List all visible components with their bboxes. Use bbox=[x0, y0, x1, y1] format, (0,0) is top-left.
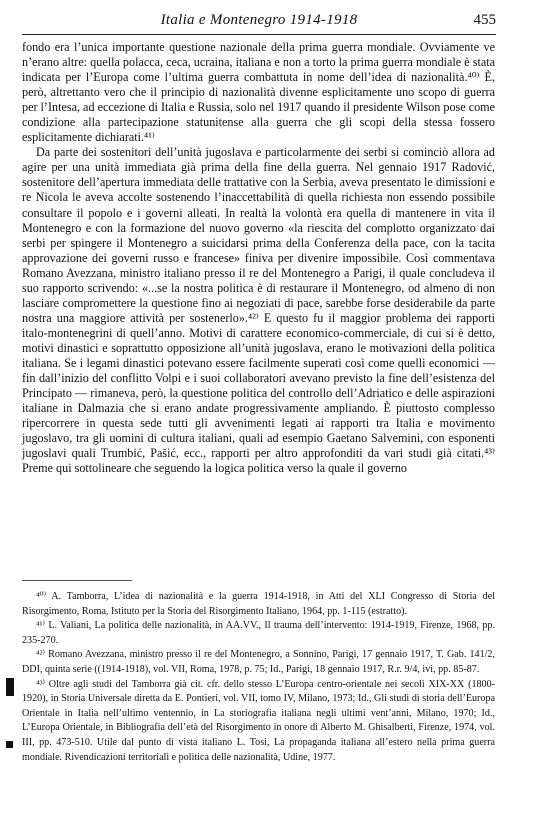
scan-mark bbox=[6, 678, 14, 696]
footnote-42: ⁴²⁾ Romano Avezzana, ministro presso il re del Montenegro, a Sonnino, Parigi, 17 gennaio 1917, T. Gab. 141/2, DDI, quinta serie ((1914-1918), vol. VII, Roma, 1978, p. 75; Id., Parigi, 18 gennaio 1917, R.r. 9/4, ivi, pp. 85-87. bbox=[22, 649, 495, 675]
paragraph: Da parte dei sostenitori dell’unità jugoslava e particolarmente dei serbi si cominciò allora ad agire per una unità immediata già prima della fine della guerra. Nel gennaio 1917 Radović, sostenitore dell’apertura immediata delle trattative con la Serbia, aveva presentato le dimissioni e re Nicola le aveva accolte sostenendo l’inaccettabilità di quella richiesta non essendo possibile consultare il popolo e i governi alleati. In realtà la volontà era quella di mantenere in vita il Montenegro e con la formazione del nuovo governo «la riescita del complotto organizzato dai serbi per spingere il Montenegro a suicidarsi prima della Conferenza della pace, con la tacita approvazione dei governi russo e francese» finiva per divenire impossibile. Così commentava Romano Avezzana, ministro italiano presso il re del Montenegro a Parigi, il quale concludeva il suo rapporto scrivendo: «...se la nostra politica è di restaurare il Montenegro, od almeno di non lasciare compromettere la questione fino ai negoziati di pace, sarebbe forse desiderabile da parte nostra una maggiore attività per sostenerlo».⁴²⁾ E questo fu il maggior problema dei rapporti italo-montenegrini di quell’anno. Motivi di carattere economico-commerciale, di cui si è detto, motivi dinastici e soprattutto opposizione all’unità jugoslava, erano le motivazioni della politica italiana. Se i legami dinastici potevano essere facilmente superati così come quelli economici — fin dall’inizio del conflitto Volpi e i suoi collaboratori avevano previsto la fine dell’esistenza del Principato — rimaneva, però, la questione politica del controllo dell’Adriatico e delle aspirazioni italiane in Dalmazia che si erano andate progressivamente ampliando. È piuttosto complesso ripercorrere in questa sede tutti gli avvenimenti legati ai rapporti tra Italia e movimento jugoslavo, tra gli uomini di cultura italiani, quali ad esempio Gaetano Salvemini, con esponenti jugoslavi quali Trumbić, Pašić, ecc., rapporti per altro approfonditi da vari studi già citati.⁴³⁾ Preme qui sottolineare che seguendo la logica politica verso la quale il governo bbox=[22, 145, 495, 476]
footnote-separator bbox=[22, 580, 132, 581]
body-text bbox=[22, 40, 495, 476]
page-number: 455 bbox=[473, 12, 496, 28]
scan-mark bbox=[6, 741, 13, 748]
running-title: Italia e Montenegro 1914-1918 bbox=[160, 12, 358, 28]
footnotes bbox=[22, 590, 495, 765]
page-header bbox=[22, 12, 496, 32]
header-rule bbox=[22, 34, 496, 35]
paragraph: fondo era l’unica importante questione nazionale della prima guerra mondiale. Ovviamente ve n’erano altre: quella polacca, ceca, ucraina, italiana e non a torto la prima guerra mondiale è stata indicata per l’Europa come l’ultima guerra combattuta in nome dell’idea di nazionalità.⁴⁰⁾ È, però, altrettanto vero che il principio di nazionalità divenne esplicitamente uno scopo di guerra per l’Intesa, ad eccezione di Italia e Russia, solo nel 1917 quando il presidente Wilson pose come condizione alla partecipazione statunitense alla guerra che gli scopi della stessa fossero esplicitamente dichiarati.⁴¹⁾ bbox=[22, 40, 495, 145]
footnote-41: ⁴¹⁾ L. Valiani, La politica delle nazionalità, in AA.VV., Il trauma dell’intervento: 1914-1919, Firenze, 1968, pp. 235-270. bbox=[22, 620, 495, 646]
footnote-43: ⁴³⁾ Oltre agli studi del Tamborra già cit. cfr. dello stesso L’Europa centro-orientale nei secoli XIX-XX (1800-1920), in Storia Universale diretta da E. Pontieri, vol. VII, tomo IV, Milano, 1973; Id., Gli studi di storia dell’Europa Orientale in Italia nell’ultimo ventennio, in La storiografia italiana negli ultimi vent’anni, Milano, 1970; Id., L’Europa Orientale, in Bibliografia dell’età del Risorgimento in onore di Alberto M. Ghisalberti, Firenze, 1974, vol. III, pp. 473-510. Utile dal punto di vista italiano L. Tosi, La propaganda italiana all’estero nella prima guerra mondiale. Rivendicazioni territoriali e politica delle nazionalità, Udine, 1977. bbox=[22, 678, 495, 763]
footnote-40: ⁴⁰⁾ A. Tamborra, L’idea di nazionalità e la guerra 1914-1918, in Atti del XLI Congresso di Storia del Risorgimento, Roma, Istituto per la Storia del Risorgimento Italiano, 1964, pp. 1-115 (estratto). bbox=[22, 591, 495, 617]
